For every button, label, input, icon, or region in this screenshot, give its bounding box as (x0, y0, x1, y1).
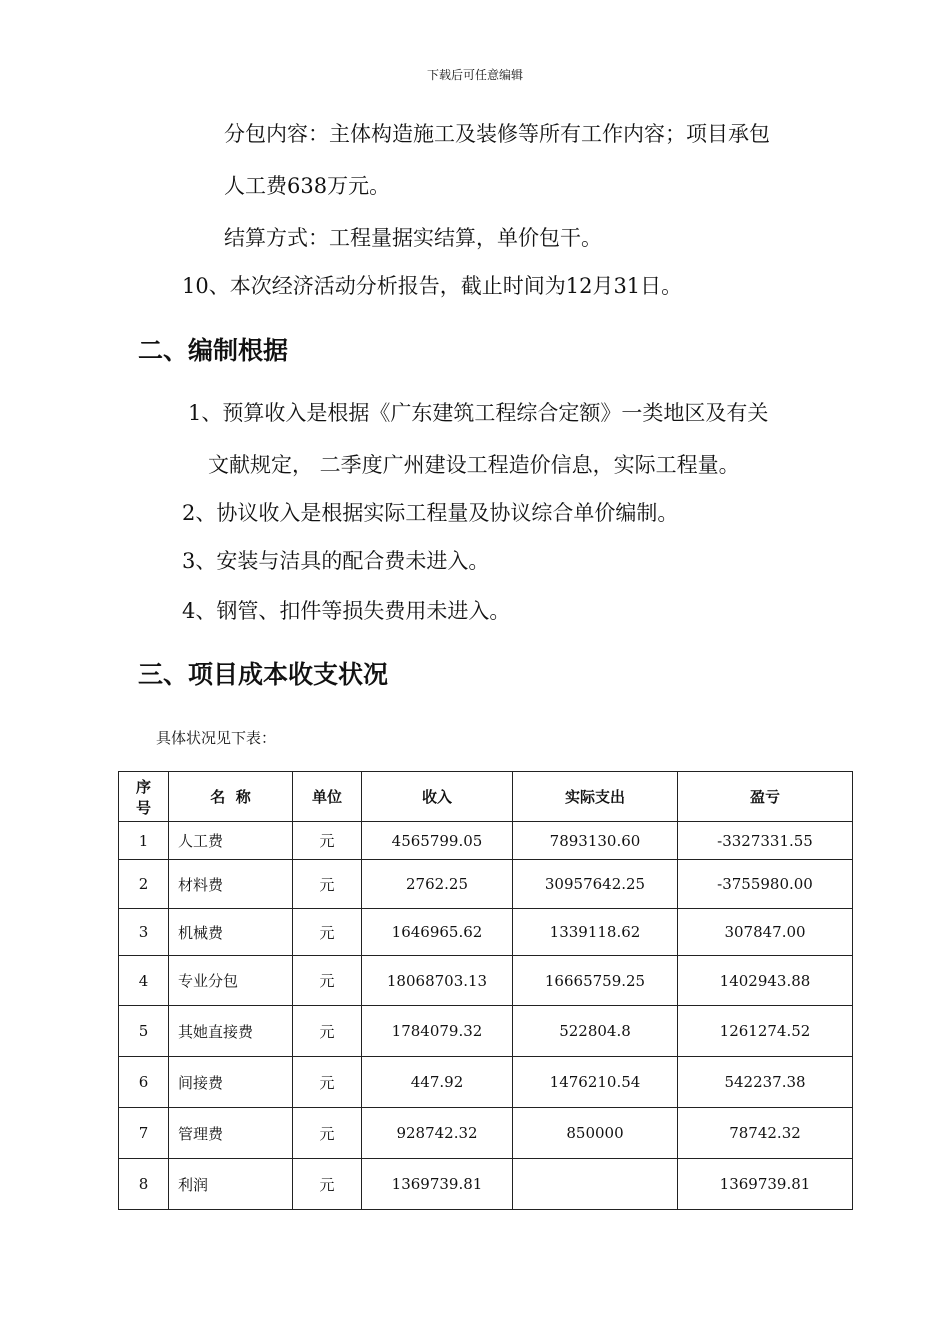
cell-expense: 7893130.60 (513, 822, 678, 860)
cell-name: 间接费 (169, 1057, 293, 1108)
cell-no: 7 (119, 1108, 169, 1159)
table-row (119, 1159, 853, 1210)
table-row (119, 909, 853, 956)
cell-profit: 1369739.81 (678, 1159, 853, 1210)
table-row (119, 1057, 853, 1108)
table-header-row (119, 772, 853, 822)
cell-no: 8 (119, 1159, 169, 1210)
cell-unit: 元 (293, 1108, 362, 1159)
cell-name: 利润 (169, 1159, 293, 1210)
header-income: 收入 (362, 772, 513, 822)
cell-income: 1646965.62 (362, 909, 513, 956)
cell-profit: 1261274.52 (678, 1006, 853, 1057)
cell-income: 18068703.13 (362, 956, 513, 1006)
sub-content-line2: 人工费638万元。 (224, 174, 391, 198)
cell-name: 机械费 (169, 909, 293, 956)
header-no (119, 772, 169, 822)
cell-no: 6 (119, 1057, 169, 1108)
cell-unit: 元 (293, 956, 362, 1006)
table-row (119, 1006, 853, 1057)
header-unit: 单位 (293, 772, 362, 822)
cell-income: 928742.32 (362, 1108, 513, 1159)
cell-income: 447.92 (362, 1057, 513, 1108)
table-row (119, 860, 853, 909)
cell-profit: 78742.32 (678, 1108, 853, 1159)
cell-name: 人工费 (169, 822, 293, 860)
cell-expense: 16665759.25 (513, 956, 678, 1006)
header-no-line2: 号 (135, 798, 151, 817)
header-profit: 盈亏 (678, 772, 853, 822)
cell-no: 1 (119, 822, 169, 860)
cell-profit: 307847.00 (678, 909, 853, 956)
cell-profit: -3755980.00 (678, 860, 853, 909)
cell-profit: 1402943.88 (678, 956, 853, 1006)
cell-unit: 元 (293, 822, 362, 860)
table-intro: 具体状况见下表： (156, 729, 277, 747)
cell-expense: 850000 (513, 1108, 678, 1159)
cell-no: 5 (119, 1006, 169, 1057)
basis-item2: 2、协议收入是根据实际工程量及协议综合单价编制。 (182, 501, 679, 525)
cell-name: 其她直接费 (169, 1006, 293, 1057)
cell-name: 专业分包 (169, 956, 293, 1006)
basis-item4: 4、钢管、扣件等损失费用未进入。 (182, 599, 511, 623)
basis-item1-line1: 1、预算收入是根据《广东建筑工程综合定额》一类地区及有关 (188, 401, 769, 425)
cell-no: 3 (119, 909, 169, 956)
cell-unit: 元 (293, 1057, 362, 1108)
cell-income: 1784079.32 (362, 1006, 513, 1057)
cell-profit: 542237.38 (678, 1057, 853, 1108)
cell-no: 2 (119, 860, 169, 909)
cost-table (118, 771, 853, 1210)
item-10: 10、本次经济活动分析报告，截止时间为12月31日。 (182, 274, 683, 298)
table-row (119, 822, 853, 860)
cell-expense: 1476210.54 (513, 1057, 678, 1108)
header-no-line1: 序 (135, 777, 151, 796)
cell-income: 2762.25 (362, 860, 513, 909)
cell-expense: 522804.8 (513, 1006, 678, 1057)
section3-title: 三、项目成本收支状况 (138, 660, 389, 689)
cell-income: 4565799.05 (362, 822, 513, 860)
cell-unit: 元 (293, 1006, 362, 1057)
header-name: 名 称 (169, 772, 293, 822)
sub-content-line1: 分包内容：主体构造施工及装修等所有工作内容；项目承包 (224, 122, 770, 146)
cell-profit: -3327331.55 (678, 822, 853, 860)
cell-unit: 元 (293, 909, 362, 956)
basis-item3: 3、安装与洁具的配合费未进入。 (182, 549, 490, 573)
page-header-note: 下载后可任意编辑 (426, 68, 523, 82)
cell-expense: 1339118.62 (513, 909, 678, 956)
cell-unit: 元 (293, 860, 362, 909)
cell-income: 1369739.81 (362, 1159, 513, 1210)
section2-title: 二、编制根据 (138, 336, 289, 365)
cell-no: 4 (119, 956, 169, 1006)
header-expense: 实际支出 (513, 772, 678, 822)
cell-expense (513, 1159, 678, 1210)
cell-name: 材料费 (169, 860, 293, 909)
cell-name: 管理费 (169, 1108, 293, 1159)
table-row (119, 956, 853, 1006)
cell-unit: 元 (293, 1159, 362, 1210)
basis-item1-line2: 文献规定， 二季度广州建设工程造价信息，实际工程量。 (208, 453, 740, 477)
cell-expense: 30957642.25 (513, 860, 678, 909)
table-row (119, 1108, 853, 1159)
settlement-method: 结算方式：工程量据实结算，单价包干。 (224, 226, 602, 250)
